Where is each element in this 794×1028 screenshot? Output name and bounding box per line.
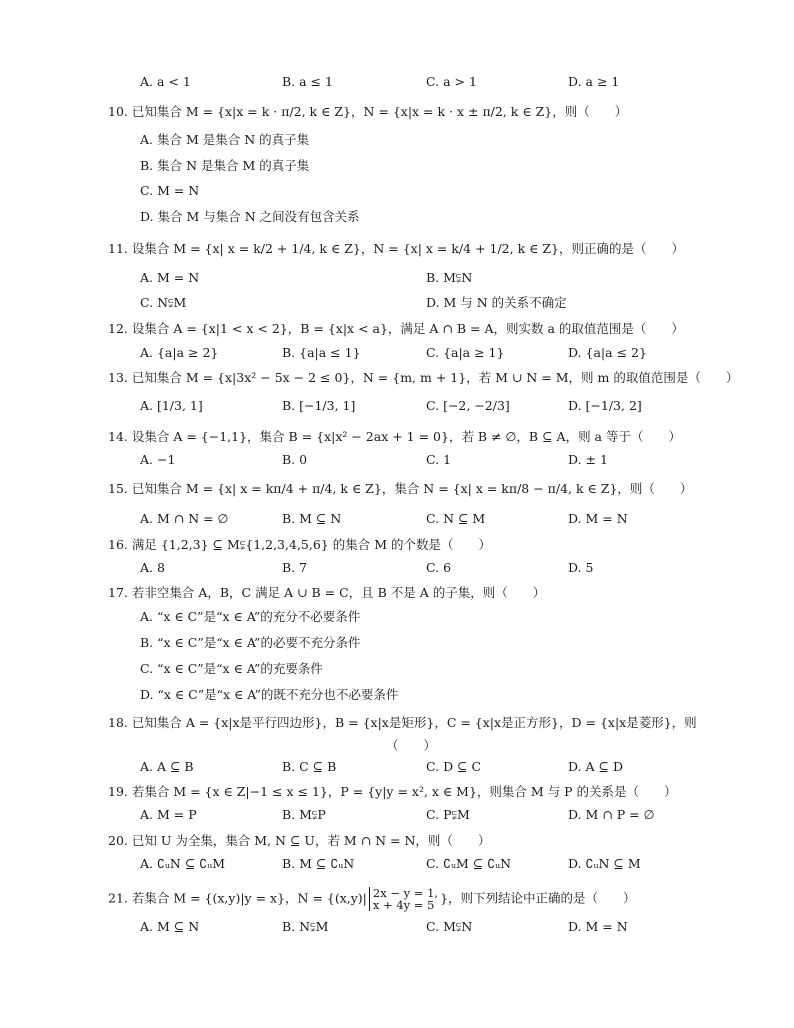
q19-option-d: D. M ∩ P = ∅ <box>568 807 655 822</box>
q15-stem: 15. 已知集合 M = {x| x = kπ/4 + π/4, k ∈ Z}，集合 N = {x| x = kπ/8 − π/4, k ∈ Z}，则（ ） <box>108 481 693 496</box>
q21-stem-start: 21. 若集合 M = {(x,y)|y = x}，N = {(x,y)| <box>108 890 367 906</box>
q18-option-a: A. A ⊆ B <box>140 759 194 774</box>
q12-stem: 12. 设集合 A = {x|1 < x < 2}，B = {x|x < a}，满足 A ∩ B = A，则实数 a 的取值范围是（ ） <box>108 321 684 336</box>
q19-option-b: B. M⫋P <box>282 807 326 822</box>
q20-option-c: C. ∁ᵤM ⊆ ∁ᵤN <box>426 856 512 871</box>
q10-option-a: A. 集合 M 是集合 N 的真子集 <box>140 132 310 147</box>
q9-option-c: C. a > 1 <box>426 74 477 89</box>
q17-stem: 17. 若非空集合 A，B，C 满足 A ∪ B = C，且 B 不是 A 的子集，则（ ） <box>108 585 546 600</box>
q12-option-d: D. {a|a ≤ 2} <box>568 345 647 360</box>
q17-option-c: C. “x ∈ C”是“x ∈ A”的充要条件 <box>140 661 323 676</box>
q21-stem <box>108 887 636 911</box>
q20-option-d: D. ∁ᵤN ⊆ M <box>568 856 641 871</box>
q20-option-a: A. ∁ᵤN ⊆ ∁ᵤM <box>140 856 226 871</box>
q19-stem: 19. 若集合 M = {x ∈ Z|−1 ≤ x ≤ 1}，P = {y|y = x², x ∈ M}，则集合 M 与 P 的关系是（ ） <box>108 784 677 799</box>
q21-stem-end: }，则下列结论中正确的是（ ） <box>440 890 636 906</box>
q9-option-a: A. a < 1 <box>140 74 191 89</box>
q16-stem: 16. 满足 {1,2,3} ⊆ M⫋{1,2,3,4,5,6} 的集合 M 的个数是（ ） <box>108 537 491 552</box>
q17-option-a: A. “x ∈ C”是“x ∈ A”的充分不必要条件 <box>140 609 361 624</box>
q14-option-d: D. ± 1 <box>568 452 608 467</box>
q14-stem: 14. 设集合 A = {−1,1}，集合 B = {x|x² − 2ax + 1 = 0}，若 B ≠ ∅，B ⊆ A，则 a 等于（ ） <box>108 429 681 444</box>
q18-option-c: C. D ⊆ C <box>426 759 482 774</box>
q16-option-b: B. 7 <box>282 560 308 575</box>
q11-option-a: A. M = N <box>140 270 200 285</box>
q15-option-d: D. M = N <box>568 511 628 526</box>
q11-stem: 11. 设集合 M = {x| x = k/2 + 1/4, k ∈ Z}，N = {x| x = k/4 + 1/2, k ∈ Z}，则正确的是（ ） <box>108 241 684 256</box>
q21-option-c: C. M⫋N <box>426 919 473 934</box>
q20-stem: 20. 已知 U 为全集，集合 M, N ⊆ U，若 M ∩ N = N，则（ ） <box>108 833 491 848</box>
q11-option-b: B. M⫋N <box>426 270 473 285</box>
q17-option-b: B. “x ∈ C”是“x ∈ A”的必要不充分条件 <box>140 635 361 650</box>
q18-option-b: B. C ⊆ B <box>282 759 337 774</box>
q15-option-a: A. M ∩ N = ∅ <box>140 511 229 526</box>
q13-option-d: D. [−1/3, 2] <box>568 398 642 413</box>
q21-equation-1: 2x − y = 1, <box>372 886 439 900</box>
q21-option-a: A. M ⊆ N <box>140 919 200 934</box>
q14-option-b: B. 0 <box>282 452 308 467</box>
q21-equation-system <box>369 887 438 911</box>
q21-option-b: B. N⫋M <box>282 919 329 934</box>
q10-option-b: B. 集合 N 是集合 M 的真子集 <box>140 158 310 173</box>
q21-option-d: D. M = N <box>568 919 628 934</box>
q15-option-b: B. M ⊆ N <box>282 511 342 526</box>
q9-option-b: B. a ≤ 1 <box>282 74 333 89</box>
q11-option-c: C. N⫋M <box>140 295 187 310</box>
q19-option-c: C. P⫋M <box>426 807 470 822</box>
q14-option-c: C. 1 <box>426 452 452 467</box>
q13-option-b: B. [−1/3, 1] <box>282 398 356 413</box>
q19-option-a: A. M = P <box>140 807 197 822</box>
q18-option-d: D. A ⊆ D <box>568 759 623 774</box>
q16-option-c: C. 6 <box>426 560 452 575</box>
q17-option-d: D. “x ∈ C”是“x ∈ A”的既不充分也不必要条件 <box>140 687 399 702</box>
q12-option-c: C. {a|a ≥ 1} <box>426 345 505 360</box>
q16-option-d: D. 5 <box>568 560 594 575</box>
q10-option-d: D. 集合 M 与集合 N 之间没有包含关系 <box>140 209 360 224</box>
q15-option-c: C. N ⊆ M <box>426 511 486 526</box>
q14-option-a: A. −1 <box>140 452 176 467</box>
q20-option-b: B. M ⊆ ∁ᵤN <box>282 856 355 871</box>
q10-option-c: C. M = N <box>140 183 200 198</box>
q16-option-a: A. 8 <box>140 560 165 575</box>
q13-option-c: C. [−2, −2/3] <box>426 398 510 413</box>
q12-option-b: B. {a|a ≤ 1} <box>282 345 361 360</box>
q13-option-a: A. [1/3, 1] <box>140 398 203 413</box>
q10-stem: 10. 已知集合 M = {x|x = k · π/2, k ∈ Z}，N = {x|x = k · x ± π/2, k ∈ Z}，则（ ） <box>108 104 628 119</box>
q9-option-d: D. a ≥ 1 <box>568 74 620 89</box>
q21-equation-2: x + 4y = 5 <box>372 898 435 912</box>
q18-answer-paren: （ ） <box>386 738 437 753</box>
q11-option-d: D. M 与 N 的关系不确定 <box>426 295 567 310</box>
q13-stem: 13. 已知集合 M = {x|3x² − 5x − 2 ≤ 0}，N = {m, m + 1}，若 M ∪ N = M，则 m 的取值范围是（ ） <box>108 370 739 385</box>
q18-stem: 18. 已知集合 A = {x|x是平行四边形}，B = {x|x是矩形}，C = {x|x是正方形}，D = {x|x是菱形}，则 <box>108 715 697 730</box>
q12-option-a: A. {a|a ≥ 2} <box>140 345 219 360</box>
